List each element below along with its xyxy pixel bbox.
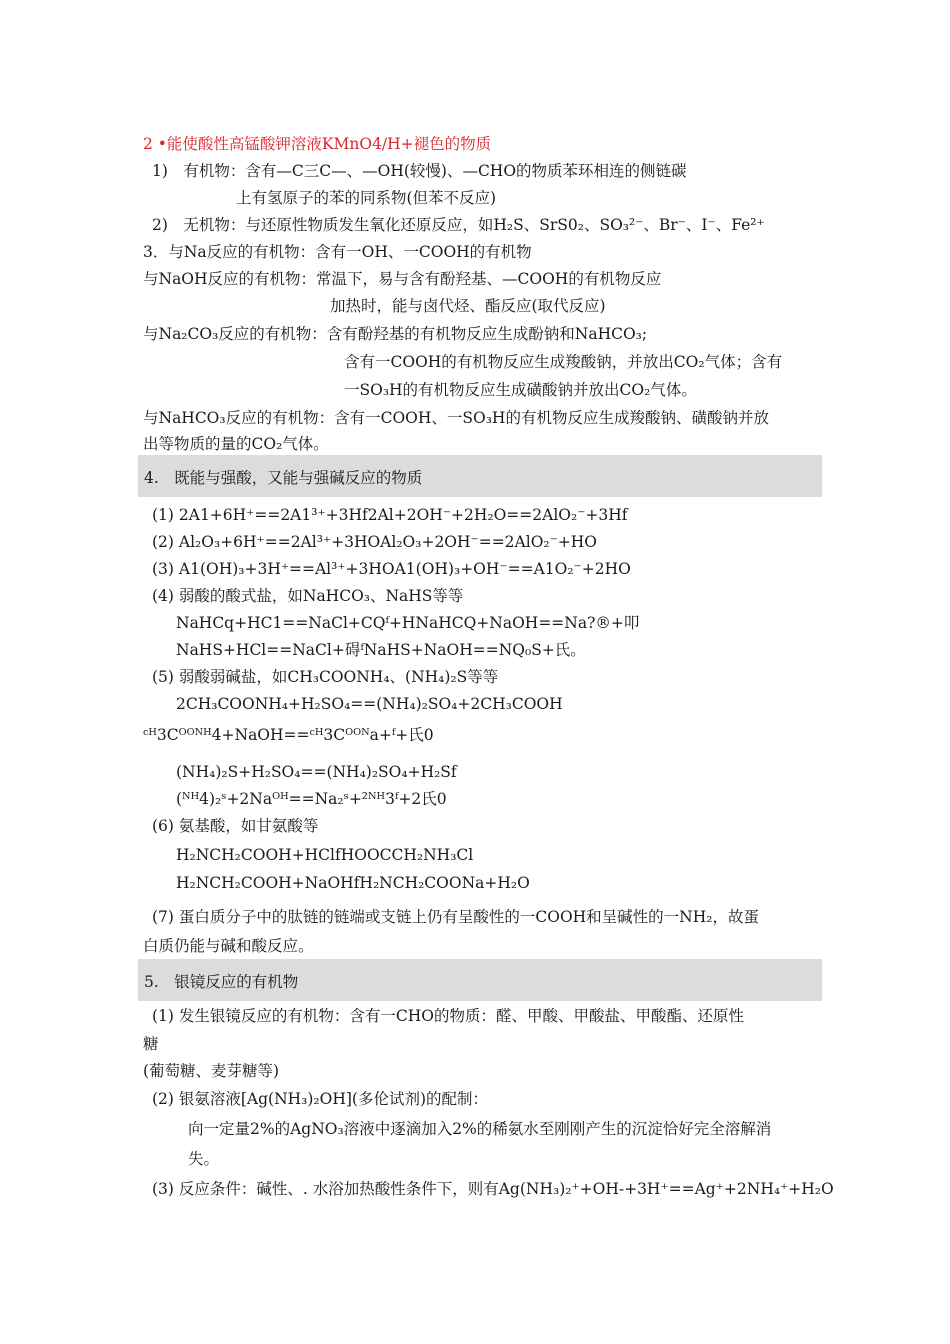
- section-2-item-1-cont: 上有氢原子的苯的同系物(但苯不反应): [236, 189, 497, 207]
- section-4-line-5c: (NH₄)₂S+H₂SO₄==(NH₄)₂SO₄+H₂Sf: [176, 763, 457, 781]
- section-5-line-1: (1) 发生银镜反应的有机物：含有一CHO的物质：醛、甲酸、甲酸盐、甲酸酯、还原性: [152, 1007, 744, 1025]
- section-4-line-5: (5) 弱酸弱碱盐，如CH₃COONH₄、(NH₄)₂S等等: [152, 668, 499, 686]
- section-4-line-4: (4) 弱酸的酸式盐，如NaHCO₃、NaHS等等: [152, 587, 464, 605]
- section-3-naoh-cont: 加热时，能与卤代烃、酯反应(取代反应): [330, 297, 606, 315]
- section-3-na2co3-cont-2: 一SO₃H的有机物反应生成磺酸钠并放出CO₂气体。: [344, 381, 697, 399]
- section-5-line-3: (3) 反应条件：碱性、. 水浴加热酸性条件下，则有Ag(NH₃)₂⁺+OH-+3H⁺==Ag⁺+2NH₄⁺+H₂O: [152, 1180, 834, 1198]
- section-4-line-5b: ᶜᴴ3Cᴼᴼᴺᴴ4+NaOH==ᶜᴴ3Cᴼᴼᴺa+ᶠ+氏0: [143, 726, 434, 744]
- section-2-item-2: 2) 无机物：与还原性物质发生氧化还原反应，如H₂S、SrS0₂、SO₃²⁻、Br⁻、I⁻、Fe²⁺: [152, 216, 765, 234]
- section-4-line-3: (3) A1(OH)₃+3H⁺==Al³⁺+3HOA1(OH)₃+OH⁻==A1O₂⁻+2HO: [152, 560, 631, 578]
- section-3-naoh: 与NaOH反应的有机物：常温下，易与含有酚羟基、—COOH的有机物反应: [143, 270, 662, 288]
- section-2-item-1: 1) 有机物：含有—C三C—、—OH(较慢)、—CHO的物质苯环相连的侧链碳: [152, 162, 687, 180]
- section-5-line-1-cont: 糖: [143, 1035, 159, 1053]
- section-4-line-6b: H₂NCH₂COOH+NaOHfH₂NCH₂COONa+H₂O: [176, 874, 530, 892]
- section-4-line-5a: 2CH₃COONH₄+H₂SO₄==(NH₄)₂SO₄+2CH₃COOH: [176, 695, 563, 713]
- section-4-line-7: (7) 蛋白质分子中的肽链的链端或支链上仍有呈酸性的一COOH和呈碱性的一NH₂，故蛋: [152, 908, 759, 926]
- section-3-na2co3: 与Na₂CO₃反应的有机物：含有酚羟基的有机物反应生成酚钠和NaHCO₃;: [143, 325, 648, 343]
- section-4-line-6a: H₂NCH₂COOH+HClfHOOCCH₂NH₃Cl: [176, 846, 474, 864]
- section-4-title: 4. 既能与强酸，又能与强碱反应的物质: [144, 469, 423, 487]
- section-4-line-1: (1) 2A1+6H⁺==2A1³⁺+3Hf2Al+2OH⁻+2H₂O==2AlO₂⁻+3Hf: [152, 506, 628, 524]
- section-4-line-6: (6) 氨基酸，如甘氨酸等: [152, 817, 319, 835]
- section-5-line-2b: 失。: [188, 1150, 220, 1168]
- section-4-line-5d: (ᴺᴴ4)₂ˢ+2Naᴼᴴ==Na₂ˢ+²ᴺᴴ3ᶠ+2氏0: [176, 790, 447, 808]
- section-4-line-4b: NaHS+HCl==NaCl+碍ᶠNaHS+NaOH==NQ₀S+氏。: [176, 641, 586, 659]
- section-3-nahco3-cont: 出等物质的量的CO₂气体。: [143, 435, 329, 453]
- section-4-line-7-cont: 白质仍能与碱和酸反应。: [143, 937, 314, 955]
- section-3-na: 3．与Na反应的有机物：含有一OH、一COOH的有机物: [143, 243, 532, 261]
- section-5-line-2a: 向一定量2%的AgNO₃溶液中逐滴加入2%的稀氨水至刚刚产生的沉淀恰好完全溶解消: [188, 1120, 772, 1138]
- section-3-na2co3-cont-1: 含有一COOH的有机物反应生成羧酸钠，并放出CO₂气体；含有: [344, 353, 783, 371]
- section-5-line-2: (2) 银氨溶液[Ag(NH₃)₂OH](多伦试剂)的配制：: [152, 1090, 489, 1108]
- section-5-line-1-examples: (葡萄糖、麦芽糖等): [143, 1062, 280, 1080]
- section-3-nahco3: 与NaHCO₃反应的有机物：含有一COOH、一SO₃H的有机物反应生成羧酸钠、磺酸钠并放: [143, 409, 769, 427]
- section-4-line-4a: NaHCq+HC1==NaCl+CQᶠ+HNaHCQ+NaOH==Na?®+叩: [176, 614, 640, 632]
- section-4-line-2: (2) Al₂O₃+6H⁺==2Al³⁺+3HOAl₂O₃+2OH⁻==2AlO₂⁻+HO: [152, 533, 598, 551]
- section-5-heading-bar: [138, 959, 822, 1001]
- section-2-title: 2 •能使酸性高锰酸钾溶液KMnO4/H+褪色的物质: [143, 135, 492, 153]
- section-5-title: 5. 银镜反应的有机物: [144, 973, 299, 991]
- section-4-heading-bar: [138, 455, 822, 497]
